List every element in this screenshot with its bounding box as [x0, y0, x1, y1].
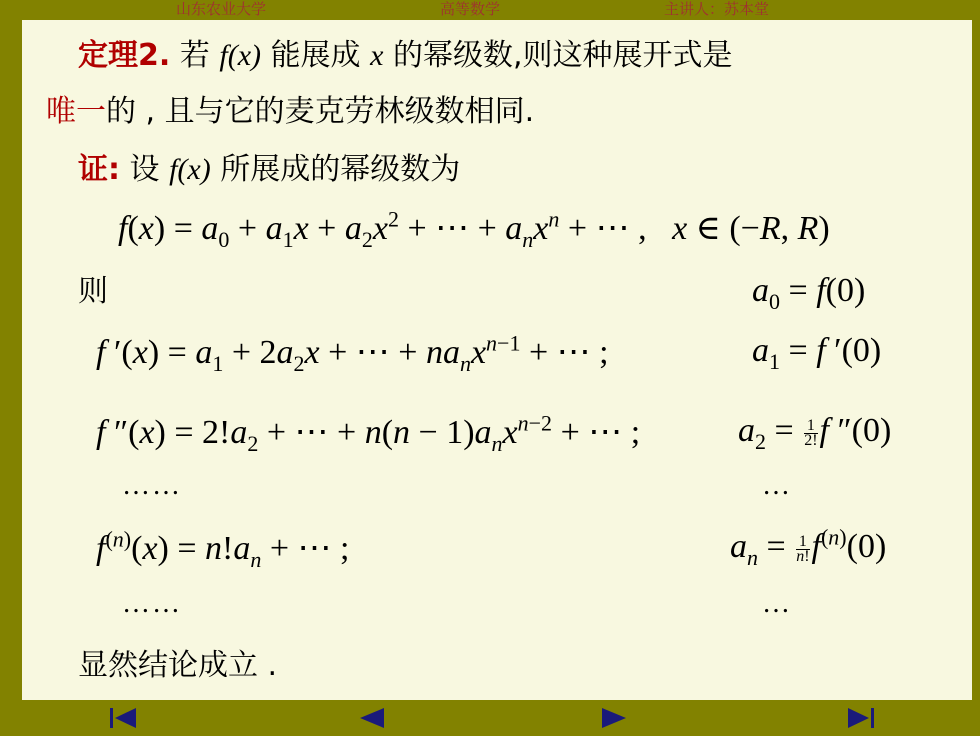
- proof-text-1: 设: [129, 152, 160, 187]
- theorem-text-2: 能展成: [270, 38, 361, 73]
- proof-text-2: 所展成的幂级数为: [220, 152, 461, 187]
- theorem-line-2: [46, 92, 534, 132]
- theorem-line-1: [78, 36, 733, 76]
- theorem-x: x: [370, 39, 384, 72]
- ellipsis-right-1: …: [762, 470, 792, 501]
- ellipsis-right-2: …: [762, 588, 792, 619]
- ellipsis-left-1: ……: [122, 470, 182, 501]
- then-label: 则: [78, 274, 108, 309]
- theorem-text-4: 的 , 且与它的麦克劳林级数相同.: [106, 94, 535, 129]
- first-derivative: f $'(x) = a_1 + 2a_2x$ + ⋯ + $na_nx^{n-1}$ + ⋯ ;: [96, 330, 609, 376]
- nth-derivative: $f^{(n)}(x) = n!a_n$ + ⋯ ;: [96, 526, 350, 572]
- second-derivative: f $''(x) = 2!a_2$ + ⋯ + $n(n - 1)a_nx^{n-2}$ + ⋯ ;: [96, 410, 641, 456]
- proof-label: 证:: [78, 152, 120, 187]
- nav-bar: [0, 700, 980, 735]
- first-icon[interactable]: [104, 704, 144, 732]
- last-icon[interactable]: [842, 704, 882, 732]
- unique-word: 唯一: [46, 94, 106, 129]
- coef-a0: $a_0 = f(0)$: [752, 272, 866, 314]
- theorem-fx: f(x): [219, 39, 262, 72]
- lecturer-name: 主讲人：苏本堂: [664, 2, 770, 18]
- prev-icon[interactable]: [354, 704, 394, 732]
- header-bar: [0, 0, 980, 20]
- course-name: 高等数学: [440, 2, 501, 18]
- next-icon[interactable]: [596, 704, 636, 732]
- theorem-text-1: 若: [179, 38, 210, 73]
- coef-a1: $a_1 = f$ ′(0): [752, 332, 882, 374]
- ellipsis-left-2: ……: [122, 588, 182, 619]
- proof-line: [78, 150, 460, 190]
- school-name: 山东农业大学: [176, 2, 267, 18]
- proof-fx: f(x): [169, 153, 211, 186]
- coef-a2: $a_2$ = $\frac{1}{2!}$ f ″(0): [738, 412, 892, 454]
- conclusion: 显然结论成立 .: [78, 648, 278, 683]
- theorem-text-3: 的幂级数,则这种展开式是: [392, 38, 733, 73]
- theorem-label: 定理2.: [78, 38, 171, 73]
- series-formula: $f(x) = a_0 + a_1x + a_2x^2$ + ⋯ + $a_nx^n$ + ⋯ , x ∈ (−R, R): [118, 206, 830, 252]
- coef-an: $a_n$ = $\frac{1}{n!}$ $f^{(n)}(0)$: [730, 524, 887, 570]
